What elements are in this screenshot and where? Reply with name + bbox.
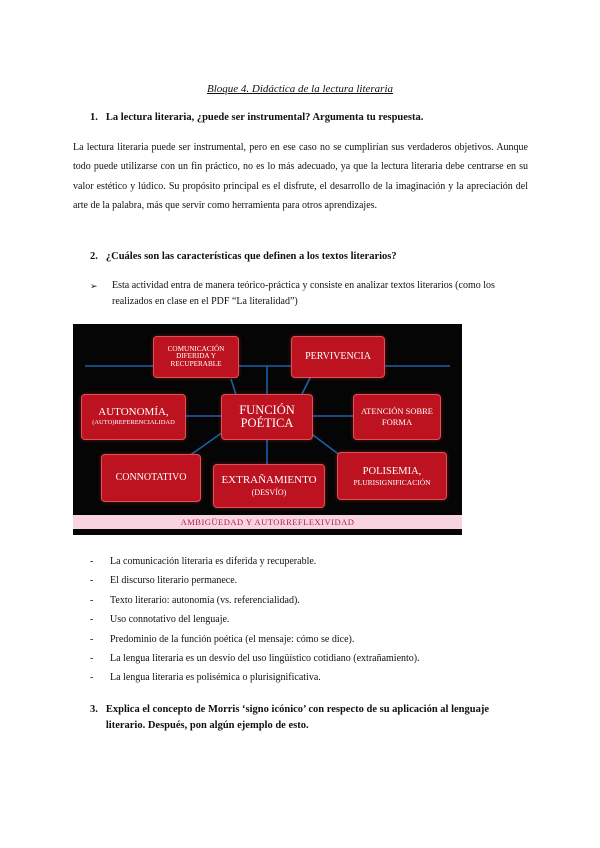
question-2-arrow-text: Esta actividad entra de manera teórico-práctica y consiste en analizar textos literarios (como los realizados en clase en el PDF “La literalidad”) [112, 280, 495, 307]
node-atencion [353, 394, 441, 440]
list-item: - Texto literario: autonomía (vs. referencialidad). [90, 594, 300, 606]
question-1-heading [90, 112, 423, 123]
question-1-text: La lectura literaria, ¿puede ser instrumental? Argumenta tu respuesta. [105, 112, 424, 123]
node-polisemia-sub: PLURISIGNIFICACIÓN [353, 477, 431, 487]
node-comunicacion [153, 336, 239, 378]
question-2-heading [90, 251, 397, 262]
question-1-answer: La lectura literaria puede ser instrumental, pero en ese caso no se cumplirían sus verdaderos objetivos. Aunque todo puede utilizarse con un fin práctico, no es lo más adecuado, ya que la lectura literaria debe centrarse en su valor estético y lúdico. Su propósito principal es el disfrute, el desarrollo de la imaginación y la apreciación del arte de la palabra, más que servir como herramienta para otros aprendizajes. [73, 142, 528, 212]
node-atencion-label: ATENCIÓN SOBRE FORMA [360, 405, 434, 427]
page-title: Bloque 4. Didáctica de la lectura literaria [206, 83, 394, 95]
question-3-number: 3. [90, 704, 98, 715]
question-2-arrow-item [90, 278, 528, 310]
question-3-text: Explica el concepto de Morris ‘signo icónico’ con respecto de su aplicación al lenguaje literario. Después, pon algún ejemplo de esto. [105, 704, 489, 731]
node-funcion-poetica [221, 394, 313, 440]
node-connotativo [101, 454, 201, 502]
node-extranamiento-sub: (DESVÍO) [251, 487, 287, 497]
node-extranamiento-label: EXTRAÑAMIENTO [221, 474, 317, 487]
node-autonomia-sub: (AUTO)REFERENCIALIDAD [92, 419, 175, 427]
list-item: - El discurso literario permanece. [90, 575, 238, 587]
node-extranamiento [213, 464, 325, 508]
diagram-banner: AMBIGÜEDAD Y AUTORREFLEXIVIDAD [73, 515, 462, 529]
node-pervivencia [291, 336, 385, 378]
arrow-bullet-icon: ➢ [90, 281, 98, 291]
node-pervivencia-label: PERVIVENCIA [305, 350, 371, 362]
list-item: - La comunicación literaria es diferida y recuperable. [90, 556, 317, 567]
question-1-number: 1. [90, 112, 98, 123]
connector-center-connotativo [189, 432, 223, 456]
question-2-number: 2. [90, 251, 98, 262]
connector-center-polisemia [309, 432, 341, 456]
list-item: - La lengua literaria es polisémica o plurisignificativa. [90, 672, 321, 684]
node-connotativo-label: CONNOTATIVO [115, 471, 187, 483]
characteristics-list [90, 552, 530, 688]
question-2-text: ¿Cuáles son las características que definen a los textos literarios? [105, 251, 397, 262]
node-autonomia-label: AUTONOMÍA, [98, 405, 169, 418]
node-polisemia [337, 452, 447, 500]
node-polisemia-label: POLISEMIA, [362, 465, 422, 477]
list-item: - Predominio de la función poética (el mensaje: cómo se dice). [90, 633, 355, 645]
node-funcion-poetica-label: FUNCIÓN POÉTICA [239, 402, 295, 430]
literary-features-diagram [73, 324, 462, 535]
list-item: - Uso connotativo del lenguaje. [90, 614, 230, 626]
node-autonomia [81, 394, 186, 440]
list-item: - La lengua literaria es un desvío del uso lingüístico cotidiano (extrañamiento). [90, 652, 420, 664]
node-comunicacion-label: COMUNICACIÓN DIFERIDA Y RECUPERABLE [167, 344, 225, 368]
question-3-heading [90, 702, 518, 734]
